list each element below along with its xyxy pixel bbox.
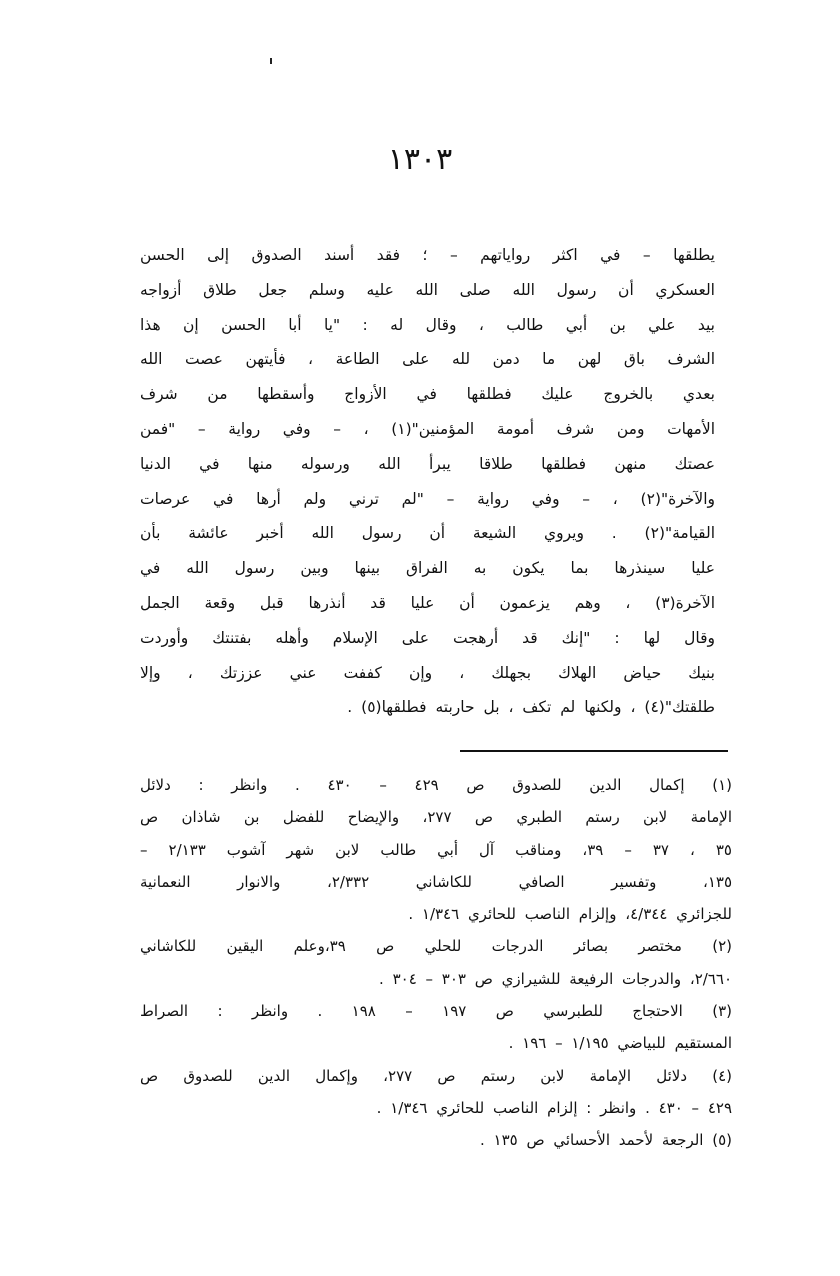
body-line: الشرف باق لهن ما دمن لله على الطاعة ، فأيتهن عصت الله bbox=[140, 350, 715, 369]
footnote-line: ١٣٥، وتفسير الصافي للكاشاني ٢/٣٣٢، والانوار النعمانية bbox=[140, 872, 732, 891]
body-line: الأمهات ومن شرف أمومة المؤمنين"(١) ، – وفي رواية – "فمن bbox=[140, 419, 715, 438]
page-number: ١٣٠٣ bbox=[387, 142, 453, 177]
footnote-line: ٢/٦٦٠، والدرجات الرفيعة للشيرازي ص ٣٠٣ – ٣٠٤ . bbox=[379, 969, 732, 988]
body-line: وقال لها : "إنك قد أرهجت على الإسلام وأهله بفتنتك وأوردت bbox=[140, 628, 715, 647]
footnote-line: المستقيم للبياضي ١/١٩٥ – ١٩٦ . bbox=[508, 1034, 732, 1053]
footnote-line: (٢) مختصر بصائر الدرجات للحلي ص ٣٩،وعلم اليقين للكاشاني bbox=[140, 937, 732, 956]
body-line: بنيك حياض الهلاك بجهلك ، وإن كففت عني عززتك ، وإلا bbox=[140, 663, 715, 682]
footnotes-section bbox=[140, 769, 732, 1157]
footnote-line: للجزائري ٤/٣٤٤، وإلزام الناصب للحائري ١/٣٤٦ . bbox=[408, 905, 732, 924]
body-line: القيامة"(٢) . ويروي الشيعة أن رسول الله أخبر عائشة بأن bbox=[140, 524, 715, 543]
footnote-line: الإمامة لابن رستم الطبري ص ٢٧٧، والإيضاح للفضل بن شاذان ص bbox=[140, 808, 732, 827]
body-line: الآخرة(٣) ، وهم يزعمون أن عليا قد أنذرها قبل وقعة الجمل bbox=[140, 593, 715, 612]
footnote-line: (٣) الاحتجاج للطبرسي ص ١٩٧ – ١٩٨ . وانظر : الصراط bbox=[140, 1002, 732, 1021]
footnote-line: ٣٥ ، ٣٧ – ٣٩، ومناقب آل أبي طالب لابن شهر آشوب ٢/١٣٣ – bbox=[140, 840, 732, 859]
footnote-line: (٤) دلائل الإمامة لابن رستم ص ٢٧٧، وإكمال الدين للصدوق ص bbox=[140, 1066, 732, 1085]
footnote-separator bbox=[460, 750, 728, 752]
footnote-line: (٥) الرجعة لأحمد الأحسائي ص ١٣٥ . bbox=[479, 1131, 732, 1150]
stray-mark-top bbox=[270, 58, 272, 64]
body-line: العسكري أن رسول الله صلى الله عليه وسلم جعل طلاق أزواجه bbox=[140, 280, 715, 299]
body-line: عليا سينذرها بما يكون به الفراق بينها وبين رسول الله في bbox=[140, 559, 715, 578]
body-line: عصتك منهن فطلقها طلاقا يبرأ الله ورسوله منها في الدنيا bbox=[140, 454, 715, 473]
body-line: والآخرة"(٢) ، – وفي رواية – "لم ترني ولم أرها في عرصات bbox=[140, 489, 715, 508]
footnote-line: ٤٢٩ – ٤٣٠ . وانظر : إلزام الناصب للحائري ١/٣٤٦ . bbox=[376, 1098, 732, 1117]
body-line-last: طلقتك"(٤) ، ولكنها لم تكف ، بل حاربته فطلقها(٥) . bbox=[347, 698, 715, 717]
body-line: بعدي بالخروج عليك فطلقها في الأزواج وأسقطها من شرف bbox=[140, 385, 715, 404]
footnote-line: (١) إكمال الدين للصدوق ص ٤٢٩ – ٤٣٠ . وانظر : دلائل bbox=[140, 776, 732, 794]
body-line: بيد علي بن أبي طالب ، وقال له : "يا أبا الحسن إن هذا bbox=[140, 315, 715, 334]
body-line: يطلقها – في اكثر رواياتهم – ؛ فقد أسند الصدوق إلى الحسن bbox=[140, 246, 715, 264]
main-body-text bbox=[140, 238, 715, 725]
